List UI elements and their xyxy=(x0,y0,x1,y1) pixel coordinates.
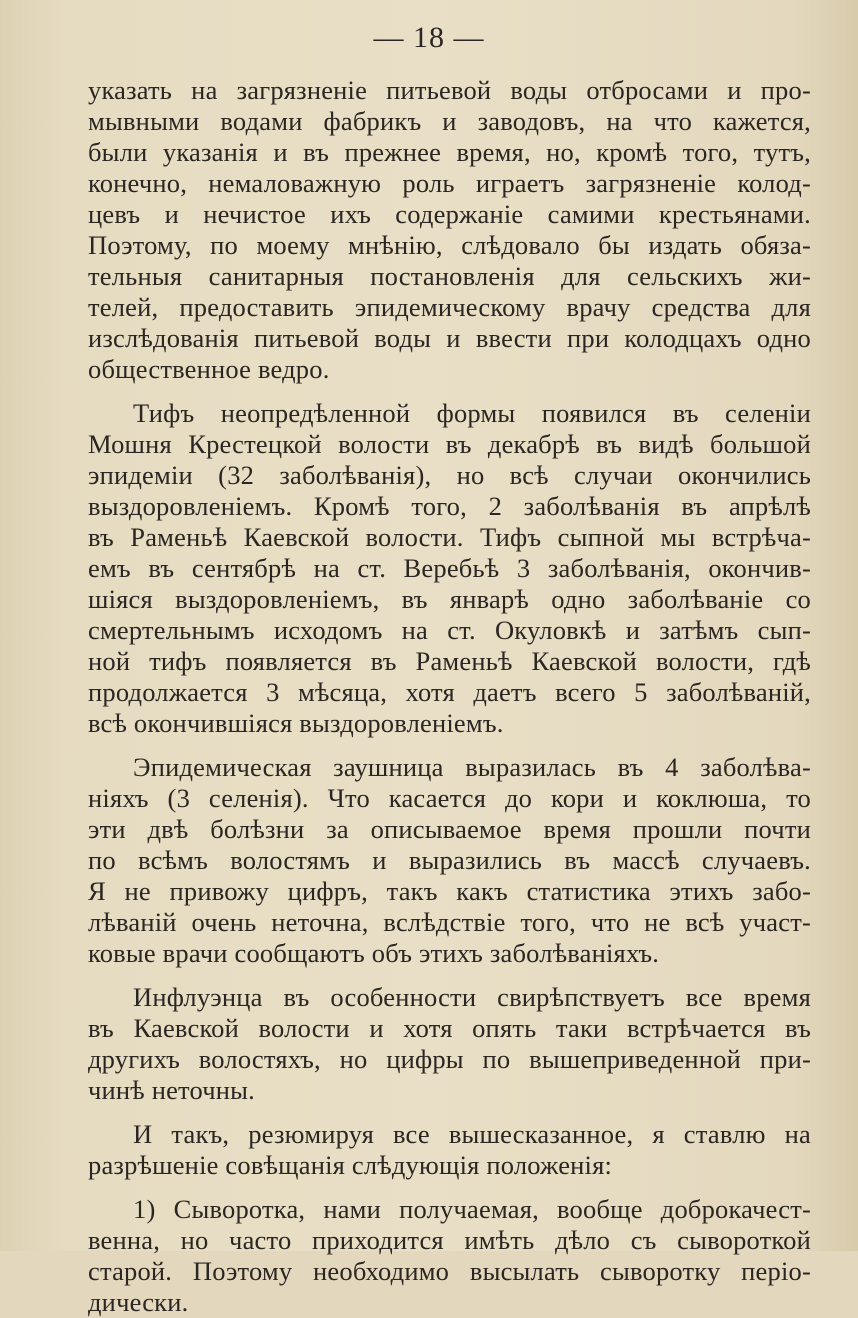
paragraph-gap xyxy=(88,969,811,982)
text-line: по всѣмъ волостямъ и выразились въ массѣ случаевъ. xyxy=(88,845,811,875)
text-line: эпидеміи (32 заболѣванія), но всѣ случаи окончились xyxy=(88,460,811,490)
page-number: — 18 — xyxy=(373,21,485,54)
paragraph-2 xyxy=(88,398,811,739)
text-line: разрѣшеніе совѣщанія слѣдующія положенія: xyxy=(88,1150,613,1180)
text-line: Поэтому, по моему мнѣнію, слѣдовало бы издать обяза- xyxy=(88,230,811,260)
text-line: смертельнымъ исходомъ на ст. Окуловкѣ и затѣмъ сып- xyxy=(88,615,811,645)
text-line: ковые врачи сообщаютъ объ этихъ заболѣваніяхъ. xyxy=(88,938,660,968)
paragraph-3 xyxy=(88,752,811,969)
body-text xyxy=(88,75,811,1318)
paragraph-gap xyxy=(88,739,811,752)
text-line: въ Раменьѣ Каевской волости. Тифъ сыпной мы встрѣча- xyxy=(88,522,811,552)
text-line: изслѣдованія питьевой воды и ввести при колодцахъ одно xyxy=(88,323,811,353)
paragraph-gap xyxy=(88,385,811,398)
text-line: Тифъ неопредѣленной формы появился въ селеніи xyxy=(133,398,811,428)
text-line: выздоровленіемъ. Кромѣ того, 2 заболѣванія въ апрѣлѣ xyxy=(88,491,811,521)
text-line: Мошня Крестецкой волости въ декабрѣ въ видѣ большой xyxy=(88,429,811,459)
text-line: шіяся выздоровленіемъ, въ январѣ одно заболѣваніе со xyxy=(88,584,811,614)
paragraph-gap xyxy=(88,1181,811,1194)
text-line: общественное ведро. xyxy=(88,354,330,384)
text-line: емъ въ сентябрѣ на ст. Веребьѣ 3 заболѣванія, окончив- xyxy=(88,553,811,583)
text-line: другихъ волостяхъ, но цифры по вышеприведенной при- xyxy=(88,1044,811,1074)
paragraph-5 xyxy=(88,1119,811,1181)
text-line: конечно, немаловажную роль играетъ загрязненіе колод- xyxy=(88,168,811,198)
text-line: старой. Поэтому необходимо высылать сыворотку періо- xyxy=(88,1256,811,1286)
text-line: ніяхъ (3 селенія). Что касается до кори и коклюша, то xyxy=(88,783,811,813)
text-line: цевъ и нечистое ихъ содержаніе самими крестьянами. xyxy=(88,199,811,229)
paragraph-4 xyxy=(88,982,811,1106)
text-line: И такъ, резюмируя все вышесказанное, я ставлю на xyxy=(133,1119,811,1149)
text-line: лѣваній очень неточна, вслѣдствіе того, что не всѣ участ- xyxy=(88,907,811,937)
text-line: 1) Сыворотка, нами получаемая, вообще доброкачест- xyxy=(133,1194,811,1224)
text-line: ной тифъ появляется въ Раменьѣ Каевской волости, гдѣ xyxy=(88,646,811,676)
paragraph-6 xyxy=(88,1194,811,1318)
paragraph-1 xyxy=(88,75,811,385)
text-line: продолжается 3 мѣсяца, хотя даетъ всего 5 заболѣваній, xyxy=(88,677,811,707)
text-line: мывными водами фабрикъ и заводовъ, на что кажется, xyxy=(88,106,811,136)
text-line: телей, предоставить эпидемическому врачу средства для xyxy=(88,292,811,322)
text-line: Инфлуэнца въ особенности свирѣпствуетъ все время xyxy=(133,982,811,1012)
text-line: Эпидемическая заушница выразилась въ 4 заболѣва- xyxy=(133,752,811,782)
text-line: тельныя санитарныя постановленія для сельскихъ жи- xyxy=(88,261,811,291)
text-line: венна, но часто приходится имѣть дѣло съ сывороткой xyxy=(88,1225,811,1255)
text-line: дически. xyxy=(88,1287,189,1317)
text-line: въ Каевской волости и хотя опять таки встрѣчается въ xyxy=(88,1013,811,1043)
paragraph-gap xyxy=(88,1106,811,1119)
text-line: были указанія и въ прежнее время, но, кромѣ того, тутъ, xyxy=(88,137,811,167)
text-line: эти двѣ болѣзни за описываемое время прошли почти xyxy=(88,814,811,844)
text-line: чинѣ неточны. xyxy=(88,1075,255,1105)
text-line: всѣ окончившіяся выздоровленіемъ. xyxy=(88,708,504,738)
text-line: указать на загрязненіе питьевой воды отбросами и про- xyxy=(88,75,811,105)
text-line: Я не привожу цифръ, такъ какъ статистика этихъ забо- xyxy=(88,876,811,906)
